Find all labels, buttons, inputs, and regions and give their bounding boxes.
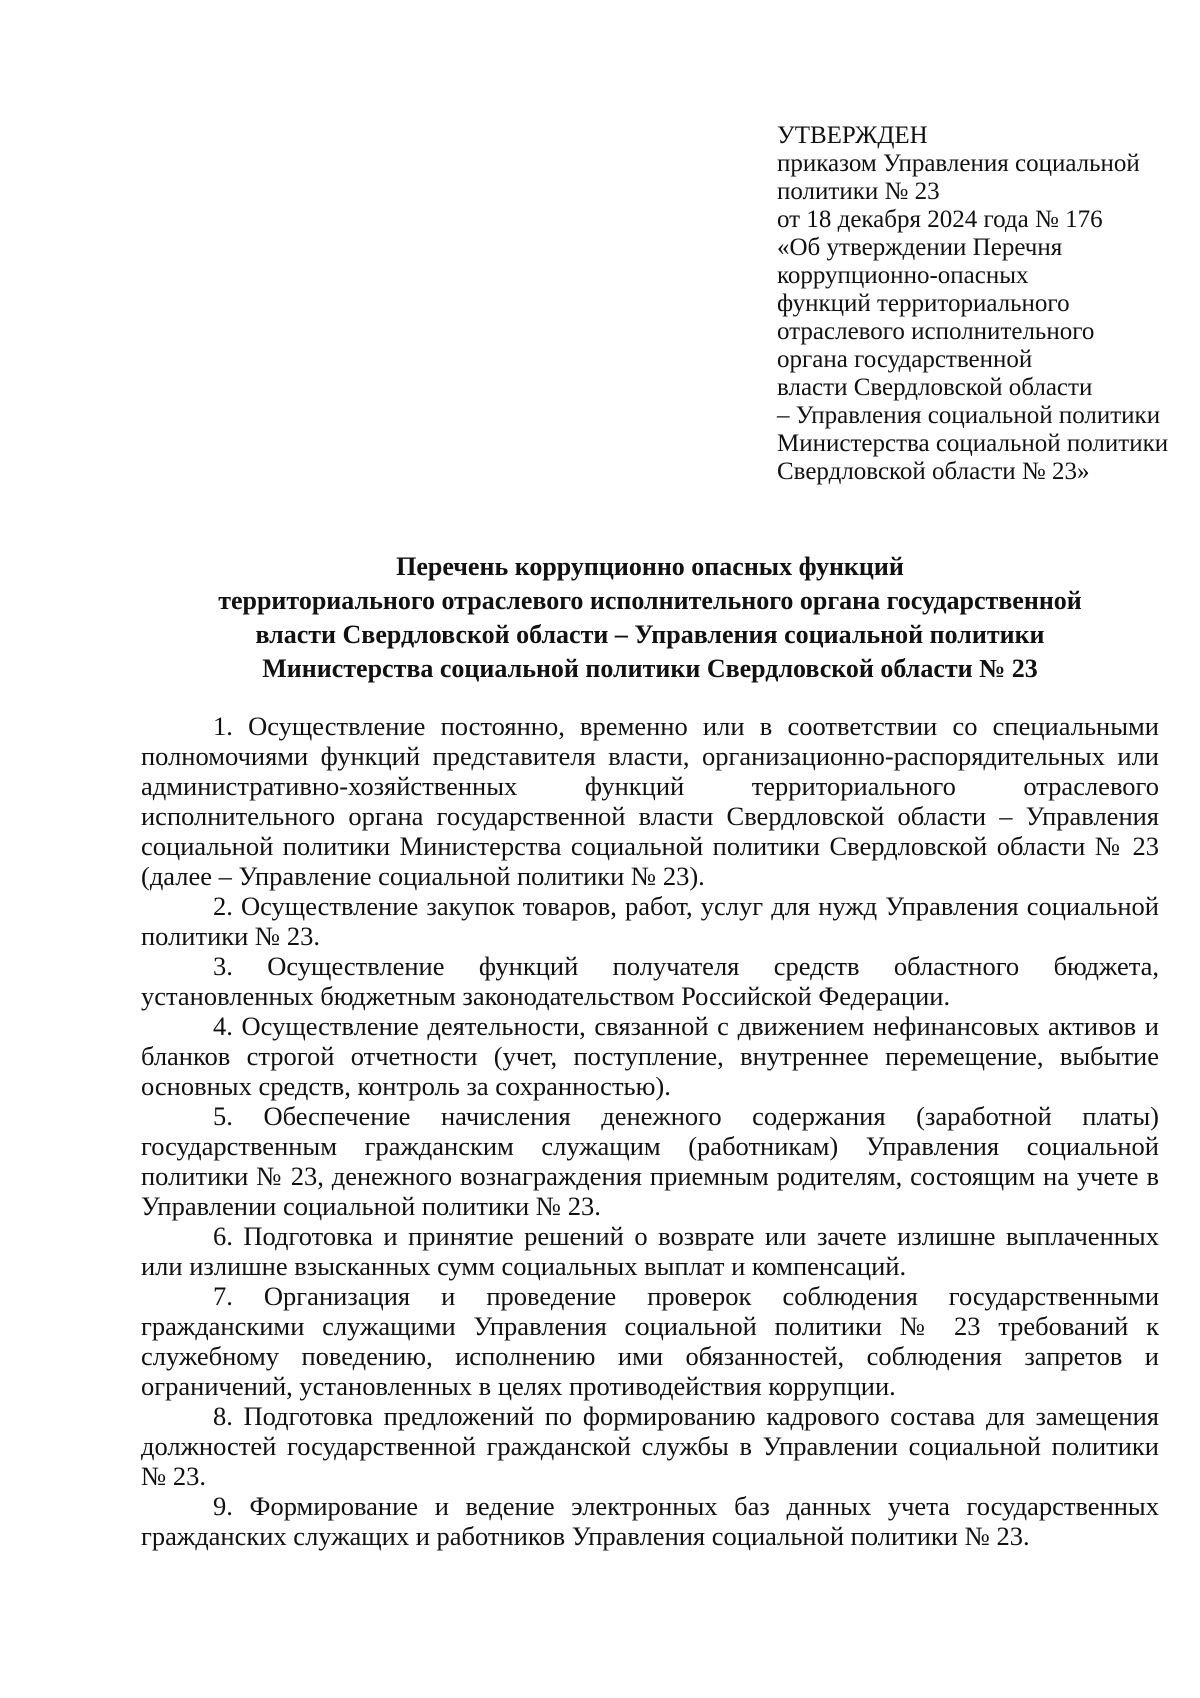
approval-stamp-block (777, 122, 1177, 486)
list-item: 9. Формирование и ведение электронных баз данных учета государственных гражданских служащих и работников Управления социальной политики № 23. (141, 1491, 1159, 1551)
list-item: 7. Организация и проведение проверок соблюдения государственными гражданскими служащими Управления социальной политики № 23 требований к служебному поведению, исполнению ими обязанностей, соблюдения запретов и ограничений, установленных в целях противодействия коррупции. (141, 1281, 1159, 1401)
title-line: Перечень коррупционно опасных функций (396, 552, 904, 581)
approval-line: коррупционно-опасных (777, 262, 1029, 289)
approval-line: отраслевого исполнительного (777, 318, 1095, 345)
approval-line: приказом Управления социальной (777, 150, 1140, 177)
approval-line: политики № 23 (777, 178, 940, 205)
list-item: 5. Обеспечение начисления денежного содержания (заработной платы) государственным гражданским служащим (работникам) Управления социальной политики № 23, денежного вознаграждения приемным родителям, состоящим на учете в Управлении социальной политики № 23. (141, 1101, 1159, 1221)
list-item: 1. Осуществление постоянно, временно или в соответствии со специальными полномочиями функций представителя власти, организационно-распорядительных или административно-хозяйственных функций территориального отраслевого исполнительного органа государственной власти Свердловской области – Управления социальной политики Министерства социальной политики Свердловской области № 23 (далее – Управление социальной политики № 23). (141, 711, 1159, 891)
list-item: 6. Подготовка и принятие решений о возврате или зачете излишне выплаченных или излишне взысканных сумм социальных выплат и компенсаций. (141, 1221, 1159, 1281)
list-item: 8. Подготовка предложений по формированию кадрового состава для замещения должностей государственной гражданской службы в Управлении социальной политики № 23. (141, 1401, 1159, 1491)
title-line: Министерства социальной политики Свердловской области № 23 (262, 654, 1038, 683)
list-item: 4. Осуществление деятельности, связанной с движением нефинансовых активов и бланков строгой отчетности (учет, поступление, внутреннее перемещение, выбытие основных средств, контроль за сохранностью). (141, 1011, 1159, 1101)
approval-line: – Управления социальной политики (777, 402, 1161, 429)
approval-line: «Об утверждении Перечня (777, 234, 1063, 261)
list-item: 2. Осуществление закупок товаров, работ, услуг для нужд Управления социальной политики № 23. (141, 891, 1159, 951)
title-line: власти Свердловской области – Управления социальной политики (255, 620, 1045, 649)
approval-line: УТВЕРЖДЕН (777, 122, 928, 149)
title-line: территориального отраслевого исполнительного органа государственной (218, 586, 1082, 615)
document-title (100, 550, 1200, 686)
approval-line: Свердловской области № 23» (777, 458, 1090, 485)
approval-line: функций территориального (777, 290, 1070, 317)
approval-line: органа государственной (777, 346, 1033, 373)
approval-line: от 18 декабря 2024 года № 176 (777, 206, 1103, 233)
list-item: 3. Осуществление функций получателя средств областного бюджета, установленных бюджетным законодательством Российской Федерации. (141, 951, 1159, 1011)
document-body (141, 711, 1159, 1551)
approval-line: Министерства социальной политики (777, 430, 1169, 457)
approval-line: власти Свердловской области (777, 374, 1093, 401)
